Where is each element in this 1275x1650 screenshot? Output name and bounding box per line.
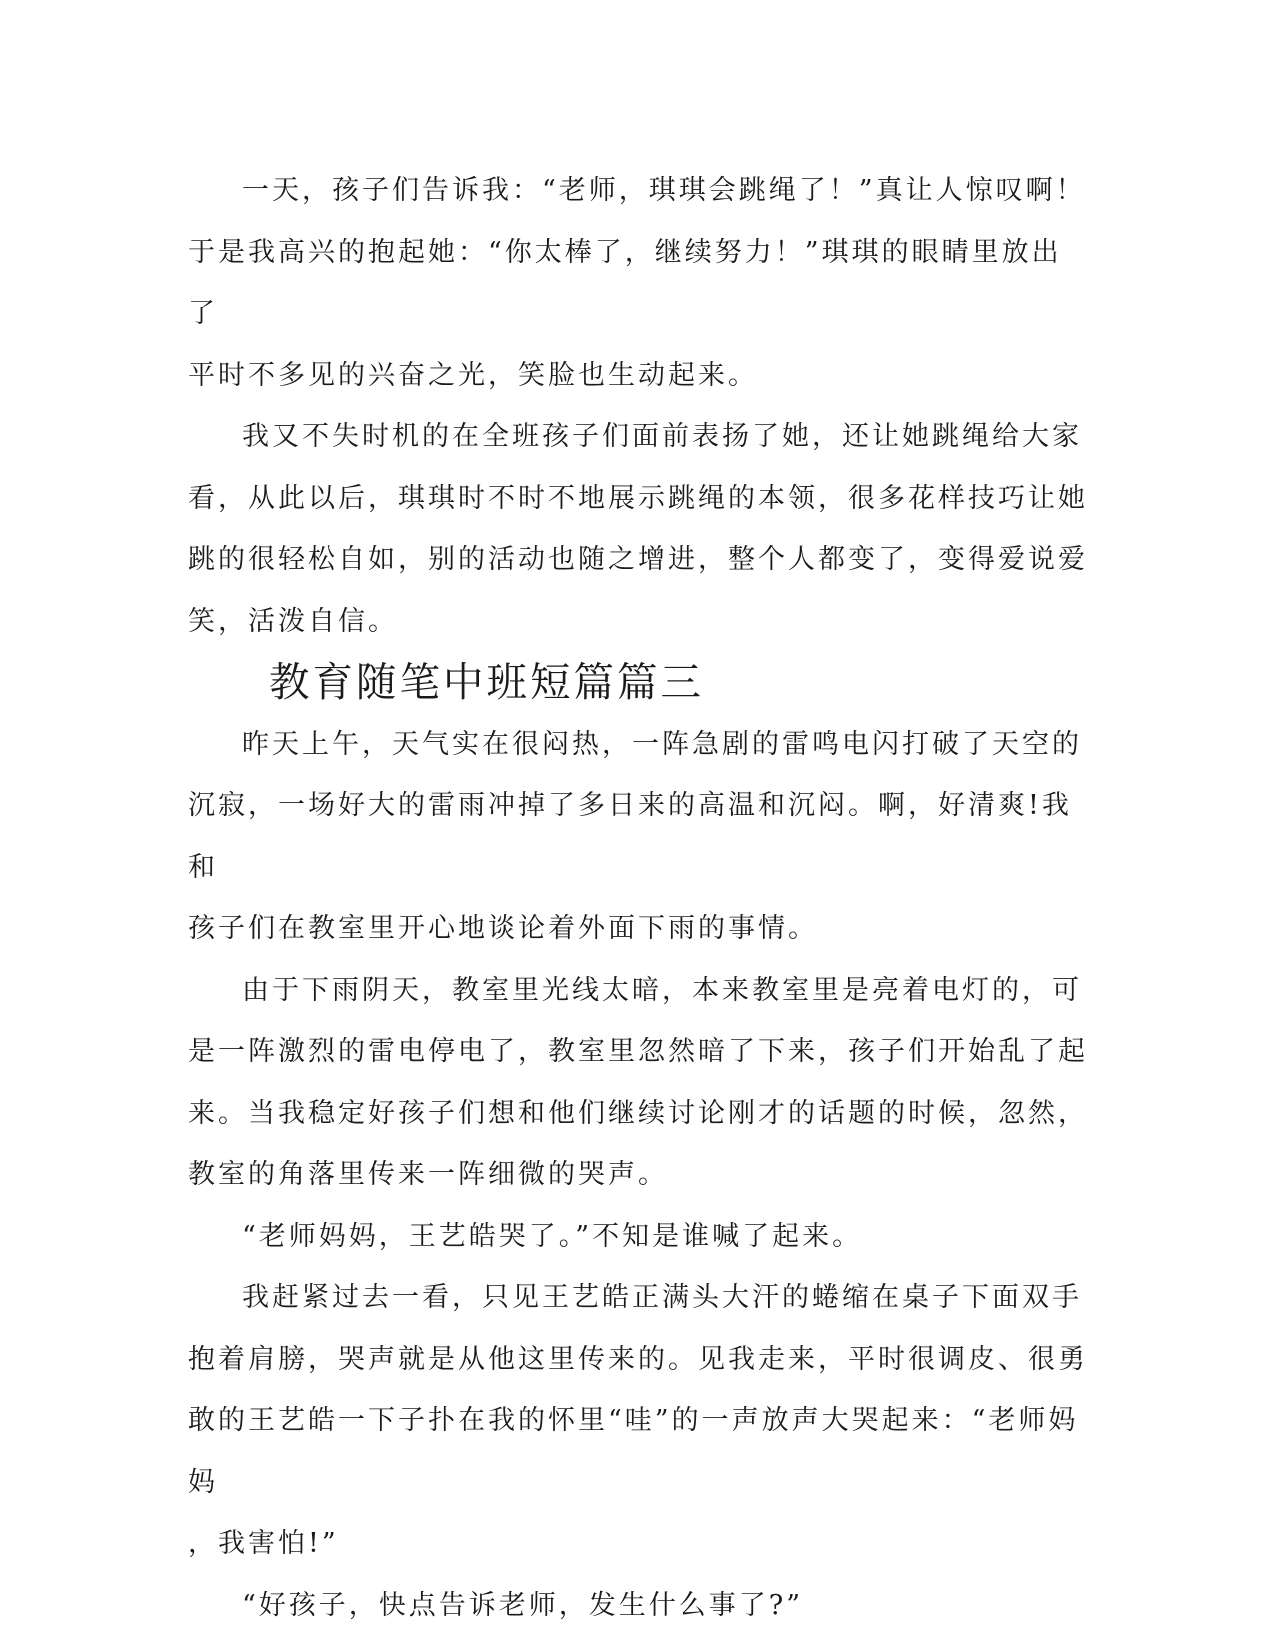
- paragraph: 我赶紧过去一看，只见王艺皓正满头大汗的蜷缩在桌子下面双手 抱着肩膀，哭声就是从他这里传来的。见我走来，平时很调皮、很勇 敢的王艺皓一下子扑在我的怀里“哇”的一声放声大哭起来：“老师妈妈 ，我害怕!”: [188, 1282, 1088, 1559]
- section-heading: 教育随笔中班短篇篇三: [269, 658, 704, 706]
- paragraph: 一天，孩子们告诉我：“老师，琪琪会跳绳了！”真让人惊叹啊！ 于是我高兴的抱起她：“你太棒了，继续努力！”琪琪的眼睛里放出了 平时不多见的兴奋之光，笑脸也生动起来。: [188, 175, 1086, 391]
- paragraph: “好孩子，快点告诉老师，发生什么事了?”: [242, 1589, 804, 1621]
- document-body: [188, 160, 1088, 1636]
- paragraph: 由于下雨阴天，教室里光线太暗，本来教室里是亮着电灯的，可 是一阵激烈的雷电停电了，教室里忽然暗了下来，孩子们开始乱了起 来。当我稳定好孩子们想和他们继续讨论刚才的话题的时候，忽然， 教室的角落里传来一阵细微的哭声。: [188, 974, 1088, 1190]
- paragraph: 我又不失时机的在全班孩子们面前表扬了她，还让她跳绳给大家 看，从此以后，琪琪时不时不地展示跳绳的本领，很多花样技巧让她 跳的很轻松自如，别的活动也随之增进，整个人都变了，变得爱说爱 笑，活泼自信。: [188, 421, 1088, 637]
- paragraph: 昨天上午，天气实在很闷热，一阵急剧的雷鸣电闪打破了天空的 沉寂，一场好大的雷雨冲掉了多日来的高温和沉闷。啊，好清爽!我和 孩子们在教室里开心地谈论着外面下雨的事情。: [188, 728, 1082, 944]
- paragraph: “老师妈妈，王艺皓哭了。”不知是谁喊了起来。: [242, 1220, 863, 1252]
